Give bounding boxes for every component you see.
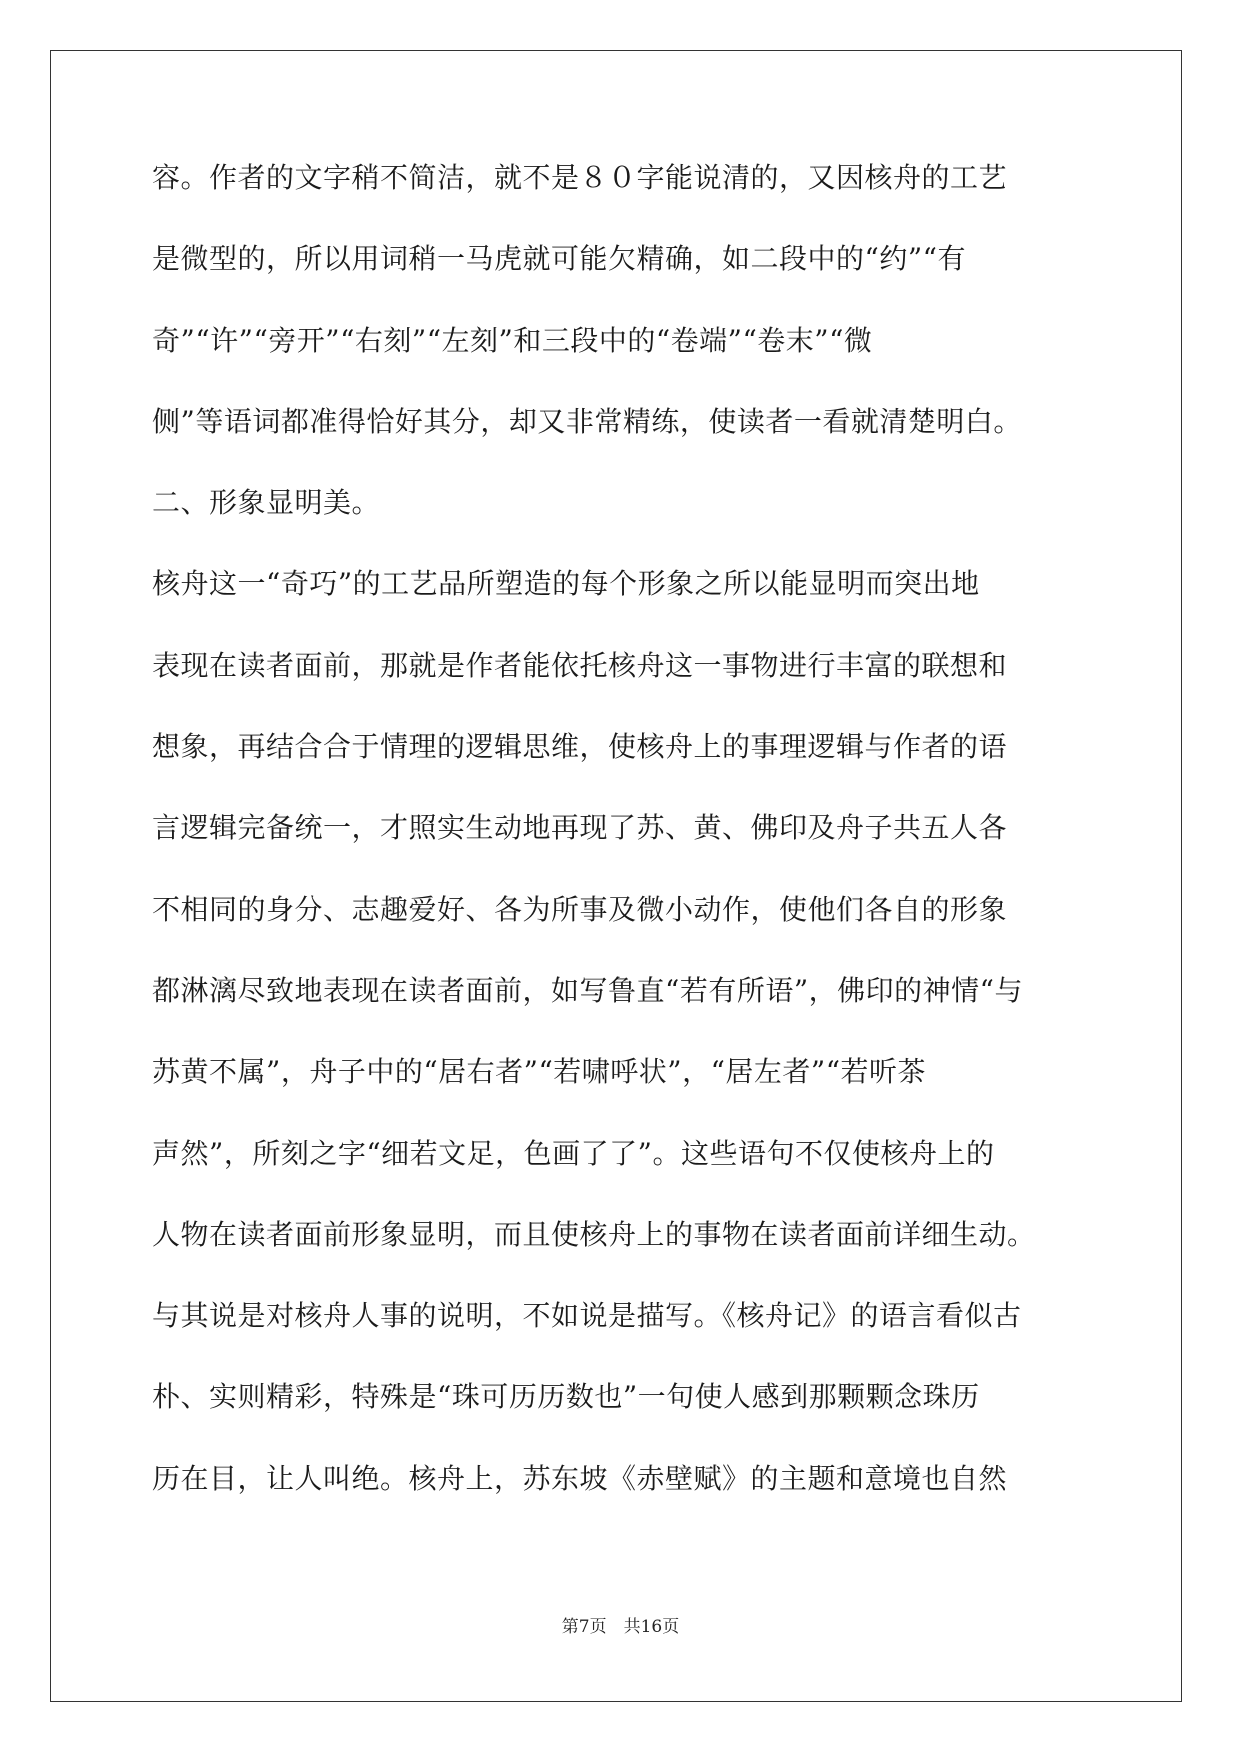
text-line: 表现在读者面前，那就是作者能依托核舟这一事物进行丰富的联想和 [152, 648, 1008, 682]
text-line: 核舟这一“奇巧”的工艺品所塑造的每个形象之所以能显明而突出地 [152, 567, 980, 601]
text-line: 都淋漓尽致地表现在读者面前，如写鲁直“若有所语”，佛印的神情“与 [152, 973, 1023, 1007]
text-line: 声然”，所刻之字“细若文足，色画了了”。这些语句不仅使核舟上的 [152, 1136, 995, 1170]
text-line: 历在目，让人叫绝。核舟上，苏东坡《赤壁赋》的主题和意境也自然 [152, 1461, 1008, 1495]
section-heading: 二、形象显明美。 [152, 486, 381, 520]
text-line: 朴、实则精彩，特殊是“珠可历历数也”一句使人感到那颗颗念珠历 [152, 1380, 980, 1414]
text-line: 容。作者的文字稍不简洁，就不是８０字能说清的，又因核舟的工艺 [152, 161, 1008, 194]
text-line: 想象，再结合合于情理的逻辑思维，使核舟上的事理逻辑与作者的语 [152, 730, 1008, 764]
text-line: 侧”等语词都准得恰好其分，却又非常精练，使读者一看就清楚明白。 [152, 404, 1022, 438]
text-line: 人物在读者面前形象显明，而且使核舟上的事物在读者面前详细生动。 [152, 1217, 1036, 1251]
text-line: 与其说是对核舟人事的说明，不如说是描写。《核舟记》的语言看似古 [152, 1299, 1022, 1333]
text-line: 言逻辑完备统一，才照实生动地再现了苏、黄、佛印及舟子共五人各 [152, 811, 1008, 845]
text-line: 不相同的身分、志趣爱好、各为所事及微小动作，使他们各自的形象 [152, 892, 1008, 926]
text-line: 是微型的，所以用词稍一马虎就可能欠精确，如二段中的“约”“有 [152, 242, 966, 276]
document-body [152, 158, 1092, 1540]
text-line: 苏黄不属”，舟子中的“居右者”“若啸呼状”，“居左者”“若听茶 [152, 1055, 927, 1089]
page-number-footer: 第7页 共16页 [561, 1617, 680, 1637]
text-line: 奇”“许”“旁开”“右刻”“左刻”和三段中的“卷端”“卷末”“微 [152, 323, 873, 357]
